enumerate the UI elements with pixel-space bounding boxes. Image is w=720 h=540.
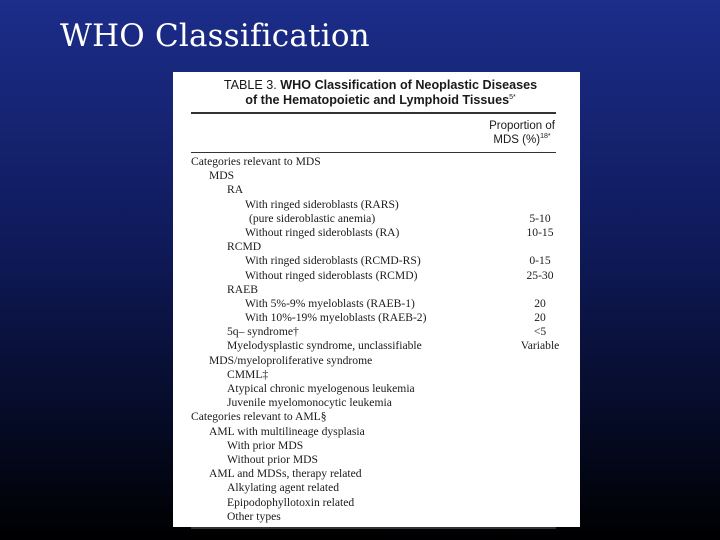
row-label: Other types [227,509,281,523]
row-label: Epipodophyllotoxin related [227,495,355,509]
row-label: RCMD [227,240,262,254]
row-value [510,240,570,254]
row-label: With 5%-9% myeloblasts (RAEB-1) [245,296,415,310]
row-label: AML and MDSs, therapy related [209,467,362,481]
row-value [510,467,570,481]
table-row [191,212,556,226]
header-rule [191,152,556,153]
row-label: With prior MDS [227,438,304,452]
caption-prefix: TABLE 3. [223,78,277,92]
table-row [191,155,556,169]
row-value: 20 [534,296,546,310]
table-row [191,481,556,495]
row-label: Categories relevant to MDS [191,155,321,168]
row-value [510,183,570,197]
row-value [510,198,570,212]
row-value [510,481,570,495]
table-row [191,311,556,325]
table-row [191,226,556,240]
table-row [191,496,556,510]
caption-title-line1: WHO Classification of Neoplastic Diseases [280,78,538,92]
row-label: Atypical chronic myelogenous leukemia [227,382,415,395]
table-row [191,283,556,297]
row-value [510,439,570,453]
table-row [191,297,556,311]
row-label: RA [227,183,244,197]
row-label: 5q– syndrome† [227,325,299,339]
row-value [510,510,570,524]
table-body [191,155,560,524]
row-value: 20 [534,311,546,325]
bottom-rule [191,527,556,529]
caption-footnote: 5* [509,93,516,101]
table-row [191,410,556,424]
row-value [510,283,570,297]
row-label: MDS/myeloproliferative syndrome [209,353,373,367]
row-value [510,396,570,410]
table-row [191,169,556,183]
row-label: Myelodysplastic syndrome, unclassifiable [227,339,422,353]
table-caption [205,78,556,108]
row-value [510,496,570,510]
row-label: Juvenile myelomonocytic leukemia [227,396,392,410]
row-label: Categories relevant to AML§ [191,410,327,424]
table-row [191,467,556,481]
table-row [191,510,556,524]
row-value: 25-30 [526,268,554,282]
table-row [191,425,556,439]
row-value [510,425,570,439]
row-label: Alkylating agent related [227,481,340,495]
table-row [191,453,556,467]
table-row [191,354,556,368]
column-header-line1: Proportion of [489,120,555,132]
table-image [173,72,580,527]
row-label: CMML‡ [227,367,269,381]
table-row [191,382,556,396]
row-value [510,368,570,382]
table-row [191,396,556,410]
table-row [191,269,556,283]
row-label: Without ringed sideroblasts (RA) [245,225,400,239]
table-row [191,254,556,268]
row-value [510,169,570,183]
row-label: With 10%-19% myeloblasts (RAEB-2) [245,311,427,325]
caption-title-line2: of the Hematopoietic and Lymphoid Tissues [245,93,510,107]
table-row [191,325,556,339]
column-header-line2: MDS (%) [493,134,541,146]
row-value [510,155,570,169]
row-value: 0-15 [529,254,551,268]
row-value: <5 [533,325,547,339]
row-label: Without prior MDS [227,452,318,466]
slide-title: WHO Classification [60,18,370,54]
row-label: Without ringed sideroblasts (RCMD) [245,268,418,282]
table-row [191,368,556,382]
column-header-footnote: 18* [540,133,551,141]
table-row [191,183,556,197]
row-value: Variable [520,339,560,353]
row-label: RAEB [227,282,258,296]
row-value [510,382,570,396]
row-label: With ringed sideroblasts (RCMD-RS) [245,254,421,268]
row-label: AML with multilineage dysplasia [209,424,365,438]
row-label: MDS [209,169,235,183]
row-label: With ringed sideroblasts (RARS) [245,197,399,211]
row-value: 10-15 [526,225,554,239]
table-row [191,198,556,212]
table-row [191,439,556,453]
row-value [510,410,570,424]
row-value: 5-10 [529,211,551,225]
table-row [191,339,560,353]
row-value [510,453,570,467]
row-label: (pure sideroblastic anemia) [249,211,376,225]
column-header [191,114,556,152]
table-row [191,240,556,254]
row-value [510,354,570,368]
